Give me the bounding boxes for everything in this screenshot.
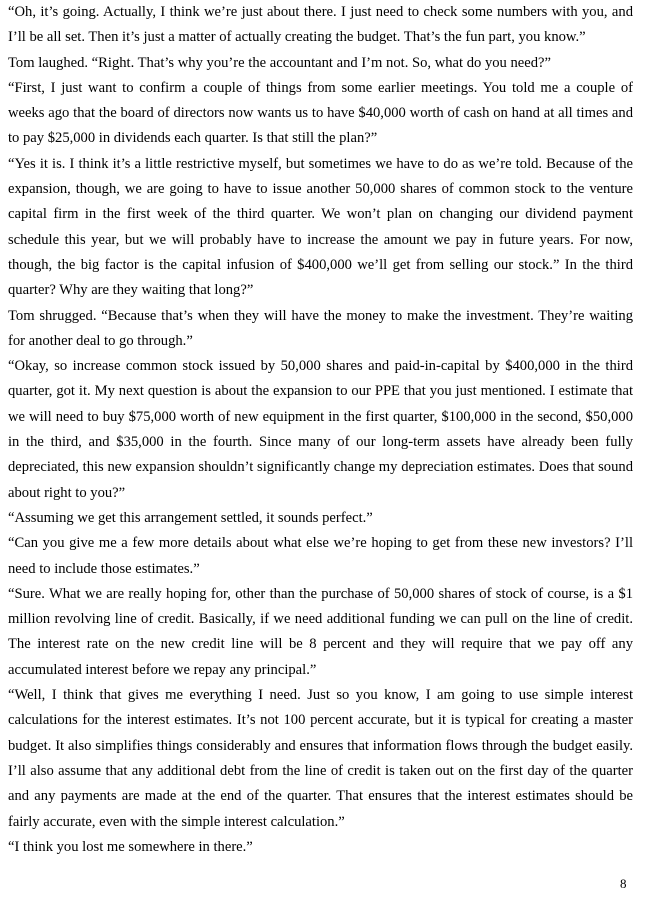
paragraph: “Okay, so increase common stock issued by 50,000 shares and paid-in-capital by $400,000 in the third quarter, got it. My next question is about the expansion to our PPE that you just mentioned. I estimate that we will need to buy $75,000 worth of new equipment in the first quarter, $100,000 in the second, $50,000 in the third, and $35,000 in the fourth. Since many of our long-term assets have already been fully depreciated, this new expansion shouldn’t significantly change my depreciation estimates. Does that sound about right to you?” [8,358,633,501]
paragraph: “Well, I think that gives me everything I need. Just so you know, I am going to use simple interest calculations for the interest estimates. It’s not 100 percent accurate, but it is typical for creating a master budget. It also simplifies things considerably and ensures that information flows through the budget easily. I’ll also assume that any additional debt from the line of credit is taken out on the first day of the quarter and any payments are made at the end of the quarter. That ensures that the interest estimates should be fairly accurate, even with the simple interest calculation.” [8,687,633,830]
paragraph: “First, I just want to confirm a couple of things from some earlier meetings. You told me a couple of weeks ago that the board of directors now wants us to have $40,000 worth of cash on hand at all times and to pay $25,000 in dividends each quarter. Is that still the plan?” [8,79,633,147]
document-page [8,0,633,860]
paragraph: “Sure. What we are really hoping for, other than the purchase of 50,000 shares of stock of course, is a $1 million revolving line of credit. Basically, if we need additional funding we can pull on the line of credit. The interest rate on the new credit line will be 8 percent and they will require that we pay off any accumulated interest before we repay any principal.” [8,585,633,678]
paragraph: “I think you lost me somewhere in there.” [8,838,253,855]
paragraph: “Yes it is. I think it’s a little restrictive myself, but sometimes we have to do as we’re told. Because of the expansion, though, we are going to have to issue another 50,000 shares of common stock to the venture capital firm in the first week of the third quarter. We won’t plan on changing our dividend payment schedule this year, but we will probably have to increase the amount we pay in future years. For now, though, the big factor is the capital infusion of $400,000 we’ll get from selling our stock.” In the third quarter? Why are they waiting that long?” [8,155,633,299]
page-number: 8 [620,876,627,891]
paragraph: Tom laughed. “Right. That’s why you’re the accountant and I’m not. So, what do you need?” [8,54,552,71]
paragraph: Tom shrugged. “Because that’s when they will have the money to make the investment. They’re waiting for another deal to go through.” [8,307,633,349]
paragraph: “Oh, it’s going. Actually, I think we’re just about there. I just need to check some numbers with you, and I’ll be all set. Then it’s just a matter of actually creating the budget. That’s the fun part, you know.” [8,4,633,46]
paragraph: “Can you give me a few more details about what else we’re hoping to get from these new investors? I’ll need to include those estimates.” [8,535,633,577]
paragraph: “Assuming we get this arrangement settled, it sounds perfect.” [8,509,373,526]
